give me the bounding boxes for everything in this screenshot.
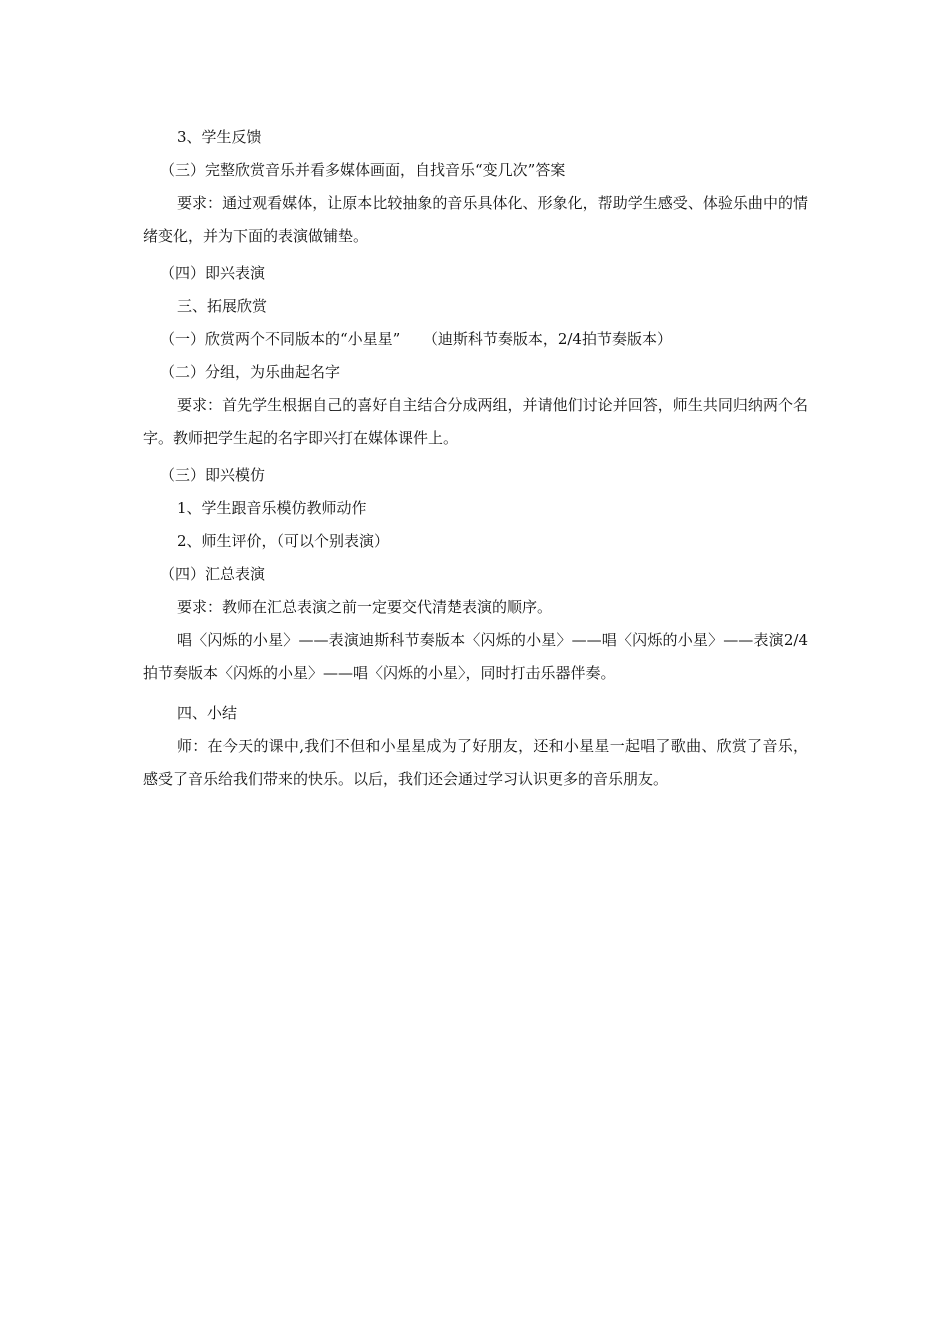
section-heading-improv-performance: （四）即兴表演 (160, 264, 266, 282)
paragraph-performance-sequence: 唱〈闪烁的小星〉——表演迪斯科节奏版本〈闪烁的小星〉——唱〈闪烁的小星〉——表演2/4拍节奏版本〈闪烁的小星〉——唱〈闪烁的小星〉，同时打击乐器伴奏。 (143, 631, 808, 682)
chapter-heading-summary: 四、小结 (177, 704, 238, 722)
section-heading-summary-performance: （四）汇总表演 (160, 565, 266, 583)
section-heading-grouping: （二）分组，为乐曲起名字 (160, 363, 341, 381)
item-imitate-teacher: 1、学生跟音乐模仿教师动作 (177, 499, 367, 517)
paragraph-requirement-media: 要求：通过观看媒体，让原本比较抽象的音乐具体化、形象化，帮助学生感受、体验乐曲中的情绪变化，并为下面的表演做铺垫。 (143, 194, 808, 245)
section-heading-improv-imitation: （三）即兴模仿 (160, 466, 266, 484)
item-evaluation: 2、师生评价，（可以个别表演） (177, 532, 390, 550)
chapter-heading-extended-appreciation: 三、拓展欣赏 (177, 297, 268, 315)
section-heading-two-versions: （一）欣赏两个不同版本的“小星星” （迪斯科节奏版本，2/4拍节奏版本） (160, 330, 672, 348)
paragraph-requirement-grouping: 要求：首先学生根据自己的喜好自主结合分成两组，并请他们讨论并回答，师生共同归纳两个名字。教师把学生起的名字即兴打在媒体课件上。 (143, 396, 808, 447)
item-student-feedback: 3、学生反馈 (177, 128, 262, 146)
paragraph-requirement-order: 要求：教师在汇总表演之前一定要交代清楚表演的顺序。 (177, 598, 553, 616)
paragraph-teacher-summary: 师：在今天的课中,我们不但和小星星成为了好朋友，还和小星星一起唱了歌曲、欣赏了音乐，感受了音乐给我们带来的快乐。以后，我们还会通过学习认识更多的音乐朋友。 (143, 737, 808, 788)
section-heading-full-appreciation: （三）完整欣赏音乐并看多媒体画面，自找音乐“变几次”答案 (160, 161, 566, 179)
